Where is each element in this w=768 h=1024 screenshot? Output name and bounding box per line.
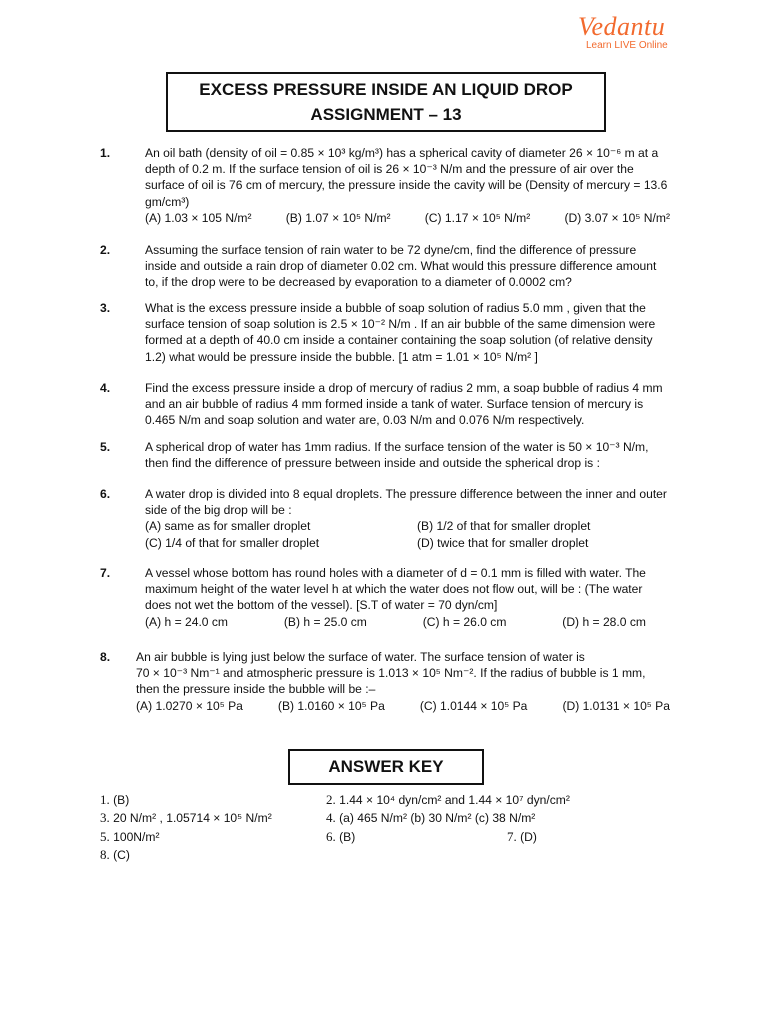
option-c: (C) 1/4 of that for smaller droplet [145,535,320,550]
option-c: (C) 1.17 × 10⁵ N/m² [424,210,531,225]
answer-number: 6. [326,829,336,844]
question-line: then the pressure inside the bubble will be :– [136,682,376,697]
question-text: Assuming the surface tension of rain water to be 72 dyne/cm, find the difference of pressure inside and outside a rain drop of diameter 0.02 cm. What would this pressure difference amount to, if the drop were to be decreased by evaporation to a diameter of 0.0002 cm? [145,243,657,290]
answer-text: (B) [339,830,356,844]
question-text: Find the excess pressure inside a drop of mercury of radius 2 mm, a soap bubble of radius 4 mm and an air bubble of radius 4 mm formed inside a tank of water. Surface tension of mercury is 0.465 N/m and soap solution and water are, 0.03 N/m and 0.076 N/m respectively. [145,381,663,428]
option-c: (C) h = 26.0 cm [422,614,507,629]
option-b: (B) 1.0160 × 10⁵ Pa [277,698,385,713]
answer-text: (D) [520,830,537,844]
option-a: (A) 1.03 × 105 N/m² [145,210,252,225]
option-a: (A) h = 24.0 cm [145,614,229,629]
answer-key-heading: ANSWER KEY [288,749,484,785]
question-number: 7. [100,566,111,580]
question-text: An oil bath (density of oil = 0.85 × 10³ kg/m³) has a spherical cavity of diameter 26 × 10⁻⁶ m at a depth of 0.2 m. If the surface tension of oil is 26 × 10⁻³ N/m and the pressure of air over the surface of oil is 76 cm of mercury, the pressure inside the cavity will be (Density of mercury = 13.6 gm/cm³) [145,146,668,209]
answer-number: 2. [326,792,336,807]
question-options [145,614,670,630]
question-number: 2. [100,243,111,257]
question-1 [100,145,670,226]
question-7 [100,565,670,630]
option-a: (A) same as for smaller droplet [145,519,311,534]
answer-number: 8. [100,847,110,862]
assignment-number: ASSIGNMENT – 13 [310,105,462,124]
answer-item [326,829,355,845]
answer-number: 3. [100,810,110,825]
question-number: 8. [100,650,111,664]
question-number: 1. [100,146,111,160]
option-c: (C) 1.0144 × 10⁵ Pa [419,698,528,713]
question-options [136,698,670,714]
page-title: EXCESS PRESSURE INSIDE AN LIQUID DROP [199,80,573,99]
question-text: A spherical drop of water has 1mm radius. If the surface tension of the water is 50 × 10⁻³ N/m, then find the difference of pressure between inside and outside the spherical drop is : [145,440,649,471]
answer-item [100,792,129,808]
option-d: (D) 1.0131 × 10⁵ Pa [562,698,670,713]
question-number: 5. [100,440,111,454]
answer-text: (a) 465 N/m² (b) 30 N/m² (c) 38 N/m² [339,811,536,825]
answer-text: (B) [113,793,130,807]
logo-tagline: Learn LIVE Online [586,40,668,51]
option-d: (D) 3.07 × 10⁵ N/m² [564,210,670,225]
answer-number: 1. [100,792,110,807]
answer-number: 5. [100,829,110,844]
question-4 [100,380,670,429]
logo-brand: Vedantu [578,12,666,41]
question-options [145,518,670,550]
question-number: 4. [100,381,111,395]
option-d: (D) twice that for smaller droplet [417,535,589,550]
answer-item [100,810,272,826]
question-text: A water drop is divided into 8 equal droplets. The pressure difference between the inner and outer side of the big drop will be : [145,487,667,518]
question-number: 3. [100,301,111,315]
answer-item [100,847,130,863]
question-number: 6. [100,487,111,501]
question-line: 70 × 10⁻³ Nm⁻¹ and atmospheric pressure is 1.013 × 10⁵ Nm⁻². If the radius of bubble is 1 mm, [136,666,646,681]
option-b: (B) 1/2 of that for smaller droplet [417,519,591,534]
question-text: A vessel whose bottom has round holes with a diameter of d = 0.1 mm is filled with water. The maximum height of the water level h at which the water does not flow out, will be : (The water does not wet the bottom of the vessel). [S.T of water = 70 dyn/cm] [145,566,646,613]
answer-text: 20 N/m² , 1.05714 × 10⁵ N/m² [113,811,272,825]
answer-item [100,829,160,845]
answer-text: (C) [113,848,130,862]
question-text [136,649,670,698]
answer-number: 7. [507,829,517,844]
question-3 [100,300,670,365]
answer-number: 4. [326,810,336,825]
question-6 [100,486,670,551]
question-5 [100,439,670,471]
answer-item [507,829,537,845]
answer-item [326,810,535,826]
option-b: (B) h = 25.0 cm [283,614,367,629]
option-b: (B) 1.07 × 10⁵ N/m² [285,210,391,225]
answer-item [326,792,570,808]
vedantu-logo [578,14,668,60]
question-text: What is the excess pressure inside a bubble of soap solution of radius 5.0 mm , given that the surface tension of soap solution is 2.5 × 10⁻² N/m . If an air bubble of the same dimension were formed at a depth of 40.0 cm inside a container containing the soap solution (of relative density 1.2) what would be pressure inside the bubble. [1 atm = 1.01 × 10⁵ N/m² ] [145,301,656,364]
option-d: (D) h = 28.0 cm [562,614,646,629]
question-2 [100,242,670,291]
question-line: An air bubble is lying just below the surface of water. The surface tension of water is [136,650,585,664]
title-box [166,72,606,132]
question-options [145,210,670,226]
answer-text: 1.44 × 10⁴ dyn/cm² and 1.44 × 10⁷ dyn/cm² [339,793,570,807]
option-a: (A) 1.0270 × 10⁵ Pa [136,698,243,713]
answer-text: 100N/m² [113,830,160,844]
question-8 [100,649,670,714]
